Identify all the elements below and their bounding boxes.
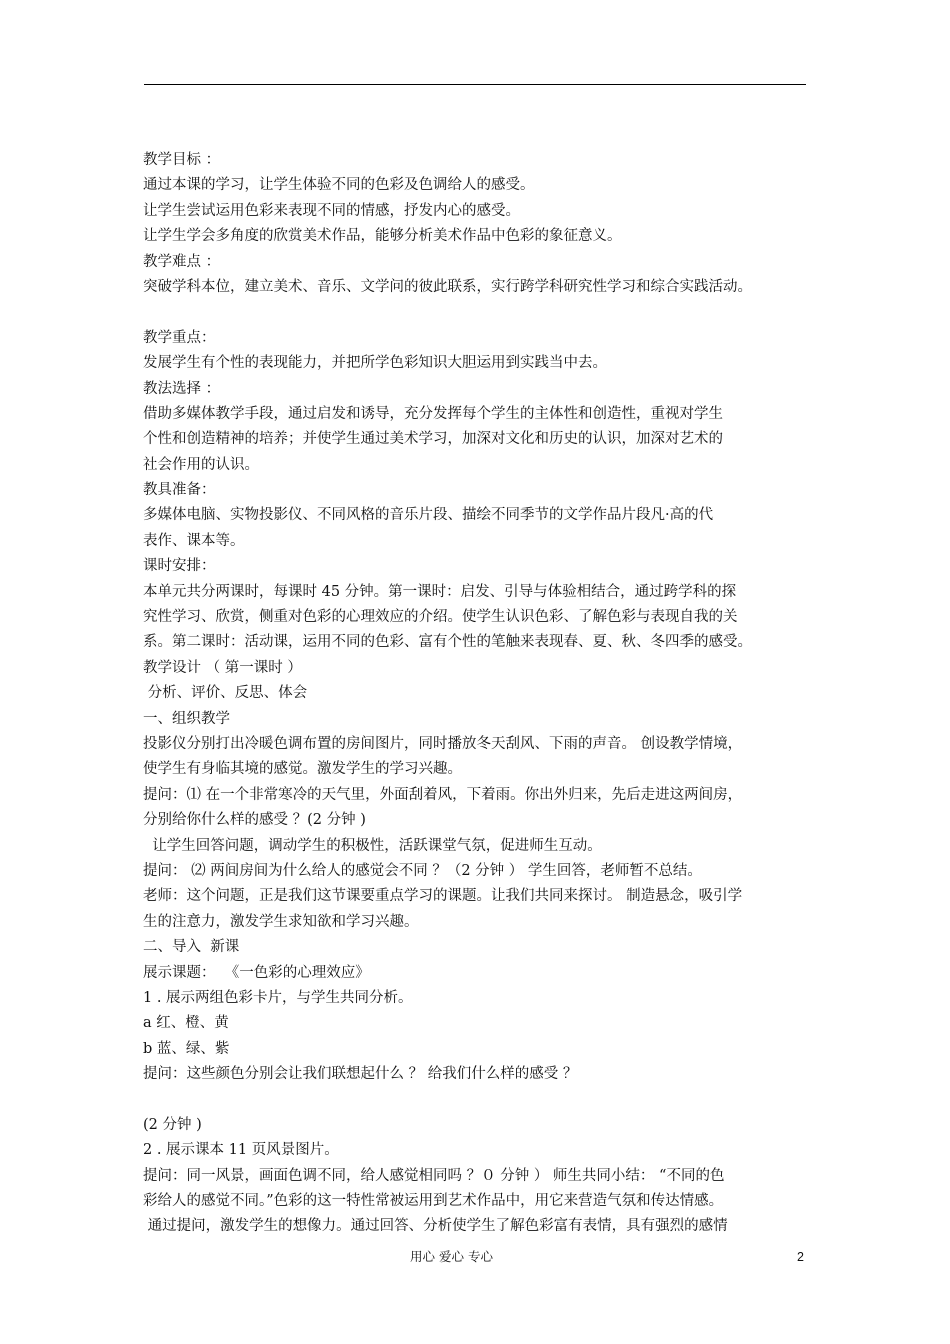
page-number: 2 — [797, 1250, 804, 1264]
text-line: 投影仪分别打出冷暖色调布置的房间图片，同时播放冬天刮风、下雨的声音。 创设教学情境， — [143, 735, 743, 752]
header-rule — [144, 84, 806, 85]
text-line: 系。第二课时：活动课，运用不同的色彩、富有个性的笔触来表现春、夏、秋、冬四季的感受。 — [143, 634, 752, 651]
text-line: 个性和创造精神的培养；并使学生通过美术学习，加深对文化和历史的认识，加深对艺术的 — [143, 431, 723, 448]
text-line: 发展学生有个性的表现能力，并把所学色彩知识大胆运用到实践当中去。 — [143, 355, 607, 372]
text-line: 社会作用的认识。 — [143, 456, 259, 473]
text-line: 让学生尝试运用色彩来表现不同的情感，抒发内心的感受。 — [143, 202, 520, 219]
text-line: 2 . 展示课本 11 页风景图片。 — [143, 1142, 339, 1159]
text-line: 教具准备： — [143, 482, 216, 499]
text-line: a 红、橙、黄 — [143, 1015, 229, 1032]
text-line: 一、组织教学 — [143, 710, 230, 727]
text-line: b 蓝、绿、紫 — [143, 1040, 230, 1057]
text-line: 课时安排： — [143, 558, 216, 575]
text-line: 让学生学会多角度的欣赏美术作品，能够分析美术作品中色彩的象征意义。 — [143, 228, 622, 245]
text-line: 教学设计 （ 第一课时 ） — [143, 659, 302, 676]
text-line: 突破学科本位，建立美术、音乐、文学问的彼此联系，实行跨学科研究性学习和综合实践活动。 — [143, 278, 752, 295]
text-line: 教学难点 ： — [143, 253, 221, 270]
text-line: 提问：这些颜色分别会让我们联想起什么 ？ 给我们什么样的感受 ？ — [143, 1066, 578, 1083]
text-line: 分别给你什么样的感受 ？(2 分钟 ) — [143, 812, 366, 829]
blank-line — [143, 300, 811, 325]
text-line: 究性学习、欣赏，侧重对色彩的心理效应的介绍。使学生认识色彩、了解色彩与表现自我的关 — [143, 609, 738, 626]
text-line: (2 分钟 ) — [143, 1116, 202, 1133]
text-line: 教法选择 ： — [143, 380, 221, 397]
text-line: 表作、课本等。 — [143, 532, 245, 549]
text-line: 教学目标 ： — [143, 152, 221, 168]
text-line: 多媒体电脑、实物投影仪、不同风格的音乐片段、描绘不同季节的文学作品片段凡·高的代 — [143, 507, 714, 524]
text-line: 本单元共分两课时，每课时 45 分钟。第一课时：启发、引导与体验相结合，通过跨学科的探 — [143, 583, 737, 600]
text-line: 二、导入 新课 — [143, 939, 240, 956]
text-line: 彩给人的感觉不同。”色彩的这一特性常被运用到艺术作品中，用它来营造气氛和传达情感。 — [143, 1193, 724, 1210]
text-line: 借助多媒体教学手段，通过启发和诱导，充分发挥每个学生的主体性和创造性，重视对学生 — [143, 405, 723, 422]
text-line: 通过本课的学习，让学生体验不同的色彩及色调给人的感受。 — [143, 177, 535, 194]
blank-line — [143, 1087, 811, 1112]
text-line: 展示课题： 《一色彩的心理效应》 — [143, 964, 370, 981]
footer-slogan: 用心 爱心 专心 — [410, 1249, 493, 1264]
text-line: 教学重点： — [143, 329, 216, 346]
text-line: 使学生有身临其境的感觉。激发学生的学习兴趣。 — [143, 761, 462, 778]
document-body — [143, 148, 811, 1240]
text-line: 1 . 展示两组色彩卡片，与学生共同分析。 — [143, 989, 413, 1006]
text-line: 老师：这个问题，正是我们这节课要重点学习的课题。让我们共同来探讨。 制造悬念，吸引学 — [143, 888, 743, 905]
text-line: 提问：同一风景，画面色调不同，给人感觉相同吗 ？０ 分钟 ） 师生共同小结： “不同的色 — [143, 1167, 725, 1184]
text-line: 生的注意力，激发学生求知欲和学习兴趣。 — [143, 913, 419, 930]
text-line: 让学生回答问题，调动学生的积极性，活跃课堂气氛，促进师生互动。 — [143, 837, 602, 854]
text-line: 提问：⑴ 在一个非常寒冷的天气里，外面刮着风，下着雨。你出外归来，先后走进这两间房， — [143, 786, 743, 803]
text-line: 通过提问，激发学生的想像力。通过回答、分析使学生了解色彩富有表情，具有强烈的感情 — [143, 1218, 728, 1235]
text-line: 提问： ⑵ 两间房间为什么给人的感觉会不同 ？（2 分钟 ） 学生回答，老师暂不总结。 — [143, 862, 702, 879]
text-line: 分析、评价、反思、体会 — [143, 685, 308, 702]
